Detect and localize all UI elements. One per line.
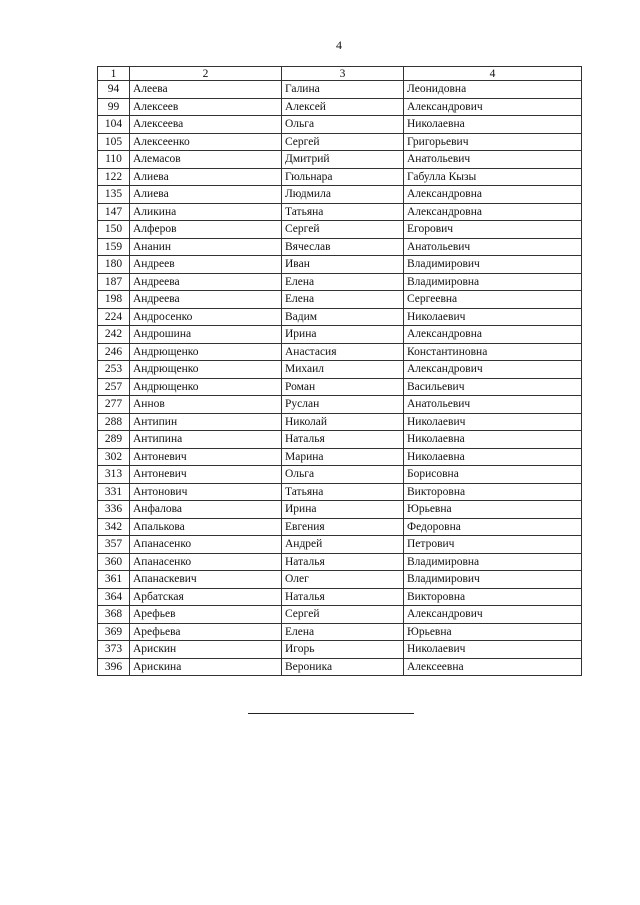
table-row — [98, 168, 582, 186]
first-name-cell: Андрей — [282, 536, 404, 554]
row-number-cell: 331 — [98, 483, 130, 501]
patronymic-cell: Юрьевна — [404, 623, 582, 641]
first-name-cell: Евгения — [282, 518, 404, 536]
row-number-cell: 246 — [98, 343, 130, 361]
row-number-cell: 257 — [98, 378, 130, 396]
patronymic-cell: Николаевич — [404, 413, 582, 431]
table-row — [98, 238, 582, 256]
page-number: 4 — [336, 38, 342, 52]
first-name-cell: Сергей — [282, 221, 404, 239]
table-row — [98, 466, 582, 484]
row-number-cell: 224 — [98, 308, 130, 326]
first-name-cell: Елена — [282, 291, 404, 309]
row-number-cell: 94 — [98, 81, 130, 99]
surname-cell: Андреев — [130, 256, 282, 274]
surname-cell: Андрошина — [130, 326, 282, 344]
first-name-cell: Галина — [282, 81, 404, 99]
surname-cell: Алексеева — [130, 116, 282, 134]
first-name-cell: Руслан — [282, 396, 404, 414]
first-name-cell: Олег — [282, 571, 404, 589]
column-header-1: 1 — [98, 67, 130, 81]
surname-cell: Ананин — [130, 238, 282, 256]
first-name-cell: Наталья — [282, 588, 404, 606]
patronymic-cell: Егорович — [404, 221, 582, 239]
row-number-cell: 104 — [98, 116, 130, 134]
table-row — [98, 151, 582, 169]
table-row — [98, 326, 582, 344]
patronymic-cell: Александрович — [404, 606, 582, 624]
surname-cell: Апанасенко — [130, 553, 282, 571]
row-number-cell: 110 — [98, 151, 130, 169]
patronymic-cell: Александровна — [404, 326, 582, 344]
row-number-cell: 396 — [98, 658, 130, 676]
patronymic-cell: Леонидовна — [404, 81, 582, 99]
roster-table — [97, 66, 582, 676]
first-name-cell: Анастасия — [282, 343, 404, 361]
patronymic-cell: Петрович — [404, 536, 582, 554]
table-row — [98, 116, 582, 134]
patronymic-cell: Николаевна — [404, 448, 582, 466]
patronymic-cell: Николаевич — [404, 641, 582, 659]
table-row — [98, 256, 582, 274]
surname-cell: Анфалова — [130, 501, 282, 519]
row-number-cell: 373 — [98, 641, 130, 659]
table-row — [98, 518, 582, 536]
table-row — [98, 291, 582, 309]
surname-cell: Арефьев — [130, 606, 282, 624]
table-row — [98, 343, 582, 361]
column-header-4: 4 — [404, 67, 582, 81]
row-number-cell: 336 — [98, 501, 130, 519]
table-row — [98, 501, 582, 519]
surname-cell: Антоневич — [130, 448, 282, 466]
first-name-cell: Татьяна — [282, 203, 404, 221]
patronymic-cell: Владимирович — [404, 256, 582, 274]
row-number-cell: 364 — [98, 588, 130, 606]
first-name-cell: Ольга — [282, 116, 404, 134]
first-name-cell: Вероника — [282, 658, 404, 676]
surname-cell: Алексеев — [130, 98, 282, 116]
table-row — [98, 588, 582, 606]
footer-divider — [248, 713, 414, 714]
surname-cell: Алиева — [130, 186, 282, 204]
patronymic-cell: Федоровна — [404, 518, 582, 536]
column-header-2: 2 — [130, 67, 282, 81]
patronymic-cell: Николаевна — [404, 116, 582, 134]
surname-cell: Андрющенко — [130, 378, 282, 396]
first-name-cell: Людмила — [282, 186, 404, 204]
row-number-cell: 105 — [98, 133, 130, 151]
patronymic-cell: Владимировна — [404, 553, 582, 571]
table-row — [98, 606, 582, 624]
roster-body — [98, 81, 582, 676]
surname-cell: Алферов — [130, 221, 282, 239]
row-number-cell: 357 — [98, 536, 130, 554]
surname-cell: Аликина — [130, 203, 282, 221]
surname-cell: Андрющенко — [130, 343, 282, 361]
row-number-cell: 187 — [98, 273, 130, 291]
table-row — [98, 186, 582, 204]
surname-cell: Апанасенко — [130, 536, 282, 554]
first-name-cell: Гюльнара — [282, 168, 404, 186]
surname-cell: Антипин — [130, 413, 282, 431]
first-name-cell: Вячеслав — [282, 238, 404, 256]
table-row — [98, 221, 582, 239]
patronymic-cell: Сергеевна — [404, 291, 582, 309]
patronymic-cell: Юрьевна — [404, 501, 582, 519]
surname-cell: Арискин — [130, 641, 282, 659]
first-name-cell: Елена — [282, 623, 404, 641]
surname-cell: Арискина — [130, 658, 282, 676]
table-row — [98, 448, 582, 466]
table-row — [98, 396, 582, 414]
table-row — [98, 378, 582, 396]
patronymic-cell: Владимирович — [404, 571, 582, 589]
row-number-cell: 277 — [98, 396, 130, 414]
row-number-cell: 361 — [98, 571, 130, 589]
patronymic-cell: Владимировна — [404, 273, 582, 291]
table-row — [98, 361, 582, 379]
first-name-cell: Дмитрий — [282, 151, 404, 169]
patronymic-cell: Габулла Кызы — [404, 168, 582, 186]
patronymic-cell: Николаевич — [404, 308, 582, 326]
row-number-cell: 313 — [98, 466, 130, 484]
patronymic-cell: Анатольевич — [404, 238, 582, 256]
row-number-cell: 99 — [98, 98, 130, 116]
row-number-cell: 342 — [98, 518, 130, 536]
row-number-cell: 242 — [98, 326, 130, 344]
patronymic-cell: Александрович — [404, 98, 582, 116]
surname-cell: Андреева — [130, 273, 282, 291]
first-name-cell: Елена — [282, 273, 404, 291]
surname-cell: Алеева — [130, 81, 282, 99]
first-name-cell: Ольга — [282, 466, 404, 484]
row-number-cell: 289 — [98, 431, 130, 449]
surname-cell: Антонович — [130, 483, 282, 501]
row-number-cell: 122 — [98, 168, 130, 186]
row-number-cell: 159 — [98, 238, 130, 256]
patronymic-cell: Александровна — [404, 203, 582, 221]
surname-cell: Алиева — [130, 168, 282, 186]
table-row — [98, 413, 582, 431]
row-number-cell: 288 — [98, 413, 130, 431]
row-number-cell: 150 — [98, 221, 130, 239]
row-number-cell: 180 — [98, 256, 130, 274]
first-name-cell: Наталья — [282, 431, 404, 449]
table-row — [98, 81, 582, 99]
patronymic-cell: Викторовна — [404, 483, 582, 501]
patronymic-cell: Борисовна — [404, 466, 582, 484]
patronymic-cell: Викторовна — [404, 588, 582, 606]
surname-cell: Андрющенко — [130, 361, 282, 379]
surname-cell: Антоневич — [130, 466, 282, 484]
row-number-cell: 360 — [98, 553, 130, 571]
patronymic-cell: Васильевич — [404, 378, 582, 396]
table-row — [98, 98, 582, 116]
patronymic-cell: Анатольевич — [404, 396, 582, 414]
table-row — [98, 431, 582, 449]
first-name-cell: Михаил — [282, 361, 404, 379]
table-row — [98, 553, 582, 571]
first-name-cell: Марина — [282, 448, 404, 466]
table-row — [98, 571, 582, 589]
first-name-cell: Игорь — [282, 641, 404, 659]
first-name-cell: Ирина — [282, 326, 404, 344]
table-row — [98, 623, 582, 641]
surname-cell: Арбатская — [130, 588, 282, 606]
first-name-cell: Иван — [282, 256, 404, 274]
patronymic-cell: Анатольевич — [404, 151, 582, 169]
surname-cell: Апалькова — [130, 518, 282, 536]
row-number-cell: 302 — [98, 448, 130, 466]
table-row — [98, 203, 582, 221]
patronymic-cell: Александровна — [404, 186, 582, 204]
row-number-cell: 135 — [98, 186, 130, 204]
table-row — [98, 273, 582, 291]
surname-cell: Алексеенко — [130, 133, 282, 151]
surname-cell: Алемасов — [130, 151, 282, 169]
first-name-cell: Николай — [282, 413, 404, 431]
row-number-cell: 198 — [98, 291, 130, 309]
patronymic-cell: Константиновна — [404, 343, 582, 361]
first-name-cell: Ирина — [282, 501, 404, 519]
table-row — [98, 658, 582, 676]
first-name-cell: Роман — [282, 378, 404, 396]
patronymic-cell: Александрович — [404, 361, 582, 379]
surname-cell: Андросенко — [130, 308, 282, 326]
column-header-3: 3 — [282, 67, 404, 81]
first-name-cell: Сергей — [282, 606, 404, 624]
surname-cell: Аннов — [130, 396, 282, 414]
patronymic-cell: Григорьевич — [404, 133, 582, 151]
patronymic-cell: Николаевна — [404, 431, 582, 449]
surname-cell: Арефьева — [130, 623, 282, 641]
first-name-cell: Вадим — [282, 308, 404, 326]
table-row — [98, 483, 582, 501]
surname-cell: Антипина — [130, 431, 282, 449]
row-number-cell: 147 — [98, 203, 130, 221]
surname-cell: Андреева — [130, 291, 282, 309]
header-row — [98, 67, 582, 81]
surname-cell: Апанаскевич — [130, 571, 282, 589]
row-number-cell: 369 — [98, 623, 130, 641]
table-row — [98, 641, 582, 659]
table-row — [98, 536, 582, 554]
row-number-cell: 253 — [98, 361, 130, 379]
first-name-cell: Татьяна — [282, 483, 404, 501]
first-name-cell: Сергей — [282, 133, 404, 151]
first-name-cell: Алексей — [282, 98, 404, 116]
first-name-cell: Наталья — [282, 553, 404, 571]
table-row — [98, 133, 582, 151]
patronymic-cell: Алексеевна — [404, 658, 582, 676]
row-number-cell: 368 — [98, 606, 130, 624]
table-row — [98, 308, 582, 326]
